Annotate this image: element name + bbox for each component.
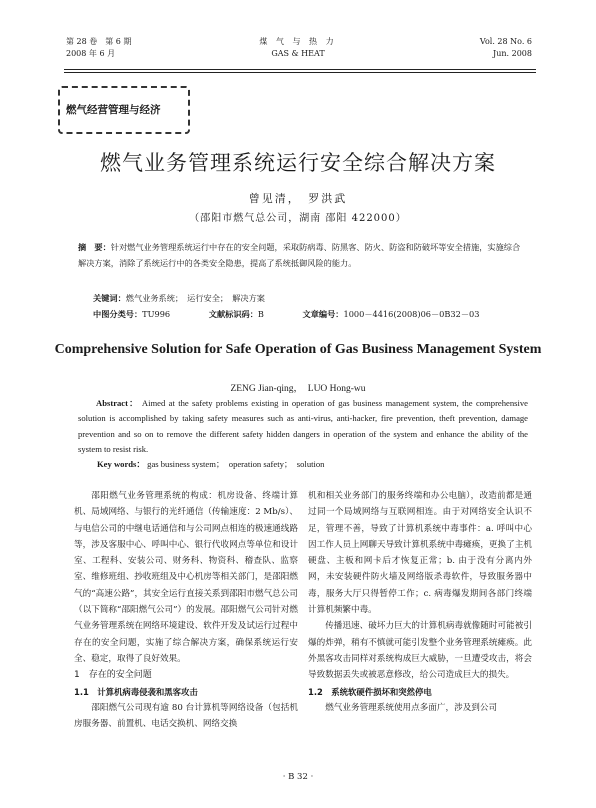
body-paragraph: 燃气业务管理系统使用点多面广，涉及到公司 <box>325 702 498 713</box>
column-tag-box <box>58 86 190 134</box>
column-tag-label: 燃气经营管理与经济 <box>66 104 161 116</box>
header-date-cn: 2008 年 6 月 <box>66 49 116 58</box>
header-volume-en <box>480 36 532 60</box>
affiliation-cn: （邵阳市燃气总公司，湖南 邵阳 422000） <box>189 213 407 224</box>
header-rule-thin <box>64 72 536 73</box>
journal-name-en: GAS & HEAT <box>271 49 325 58</box>
clc-value: TU996 <box>142 309 171 319</box>
article-number-label: 文章编号： <box>302 309 344 319</box>
body-paragraph: 机和相关业务部门的服务终端和办公电脑），改造前都是通过同一个局域网络与互联网相连。由于对网络安全认识不足，管理不善，导致了计算机系统中毒事件：a. 呼叫中心因工作人员上网聊天导致计算机系统中毒瘫痪，更换了主机硬盘、主板和网卡后才恢复正常；b. 由于没有分离内外网，未安装硬件防火墙及网络版杀毒软件，导致服务器中毒，服务大厅只得暂停工作；c. 病毒爆发期间各部门终端计算机频繁中毒。 <box>308 491 532 616</box>
body-paragraph: 传播迅速、破坏力巨大的计算机病毒就像随时可能被引爆的炸弹，稍有不慎就可能引发整个业务管理系统瘫痪。此外黑客攻击同样对系统构成巨大威胁，一旦遭受攻击，将会导致数据丢失或被恶意修改，给公司造成巨大的损失。 <box>308 621 532 681</box>
header-volume-issue-cn: 第 28 卷 第 6 期 <box>66 37 132 46</box>
keywords-en-label: Key words： <box>97 459 145 469</box>
body-column-right <box>308 488 532 716</box>
abstract-en-label: Abstract： <box>96 398 139 408</box>
abstract-cn <box>78 240 528 271</box>
header-rule-thick <box>64 69 536 70</box>
authors-en: ZENG Jian-qing， LUO Hong-wu <box>230 384 366 394</box>
body-paragraph: 邵阳燃气业务管理系统的构成：机房设备、终端计算机、局域网络、与银行的光纤通信（传输速度：2 Mb/s）、与电信公司的中继电话通信和与公司网点相连的极速通线路等，涉及客服中心、呼叫中心、银行代收网点等单位和设计室、工程科、安装公司、财务科、物资科、稽查队、监察室、维修班组、抄收班组及中心机房等相关部门，是邵阳燃气的“高速公路”，其安全运行直接关系到邵阳市燃气总公司（以下简称“邵阳燃气公司”）的发展。邵阳燃气公司针对燃气业务管理系统在网络环境建设、软件开发及试运行过程中存在的安全问题，实施了综合解决方案，确保系统运行安全、稳定，取得了良好效果。 <box>74 491 298 664</box>
article-number-value: 1000－4416(2008)06－0B32－03 <box>343 309 480 319</box>
keywords-cn-text: 燃气业务系统； 运行安全； 解决方案 <box>125 293 265 303</box>
doc-code-label: 文献标识码： <box>208 309 258 319</box>
section-heading-1-2: 1.2 系统软硬件损坏和突然停电 <box>308 686 432 697</box>
section-heading-1: 1 存在的安全问题 <box>74 670 152 681</box>
body-column-left <box>74 488 298 732</box>
page-number: · B 32 · <box>282 772 314 782</box>
classification-line <box>93 309 515 320</box>
authors-cn: 曾见清， 罗洪武 <box>248 192 348 205</box>
abstract-cn-text: 针对燃气业务管理系统运行中存在的安全问题，采取防病毒、防黑客、防火、防盗和防破坏等安全措施，实施综合解决方案，消除了系统运行中的各类安全隐患，提高了系统抵御风险的能力。 <box>78 242 521 268</box>
keywords-cn <box>93 293 265 304</box>
abstract-en <box>78 396 528 457</box>
paper-title-cn: 燃气业务管理系统运行安全综合解决方案 <box>100 151 496 175</box>
abstract-cn-label: 摘 要： <box>78 242 111 252</box>
paper-title-en: Comprehensive Solution for Safe Operation of Gas Business Management System <box>54 342 542 357</box>
journal-name-cn: 煤 气 与 热 力 <box>259 37 337 46</box>
abstract-en-text: Aimed at the safety problems existing in operation of gas business management system, the comprehensive solution is accomplished by taking safety measures such as anti-virus, anti-hacker, fire prevention, theft prevention, damage prevention and so on to remove the different safety hidden dangers in operation of the system and enhance the ability of the system to resist risk. <box>78 398 528 454</box>
section-heading-1-1: 1.1 计算机病毒侵袭和黑客攻击 <box>74 686 198 697</box>
keywords-en-text: gas business system； operation safety； solution <box>147 459 325 469</box>
keywords-cn-label: 关键词： <box>93 293 126 303</box>
header-volume-issue-en: Vol. 28 No. 6 <box>479 37 532 46</box>
doc-code-value: B <box>257 309 264 319</box>
keywords-en <box>97 458 324 470</box>
body-paragraph: 邵阳燃气公司现有逾 80 台计算机等网络设备（包括机房服务器、前置机、电话交换机、网络交换 <box>74 702 298 730</box>
clc-label: 中图分类号： <box>93 309 143 319</box>
header-date-en: Jun. 2008 <box>493 49 532 58</box>
